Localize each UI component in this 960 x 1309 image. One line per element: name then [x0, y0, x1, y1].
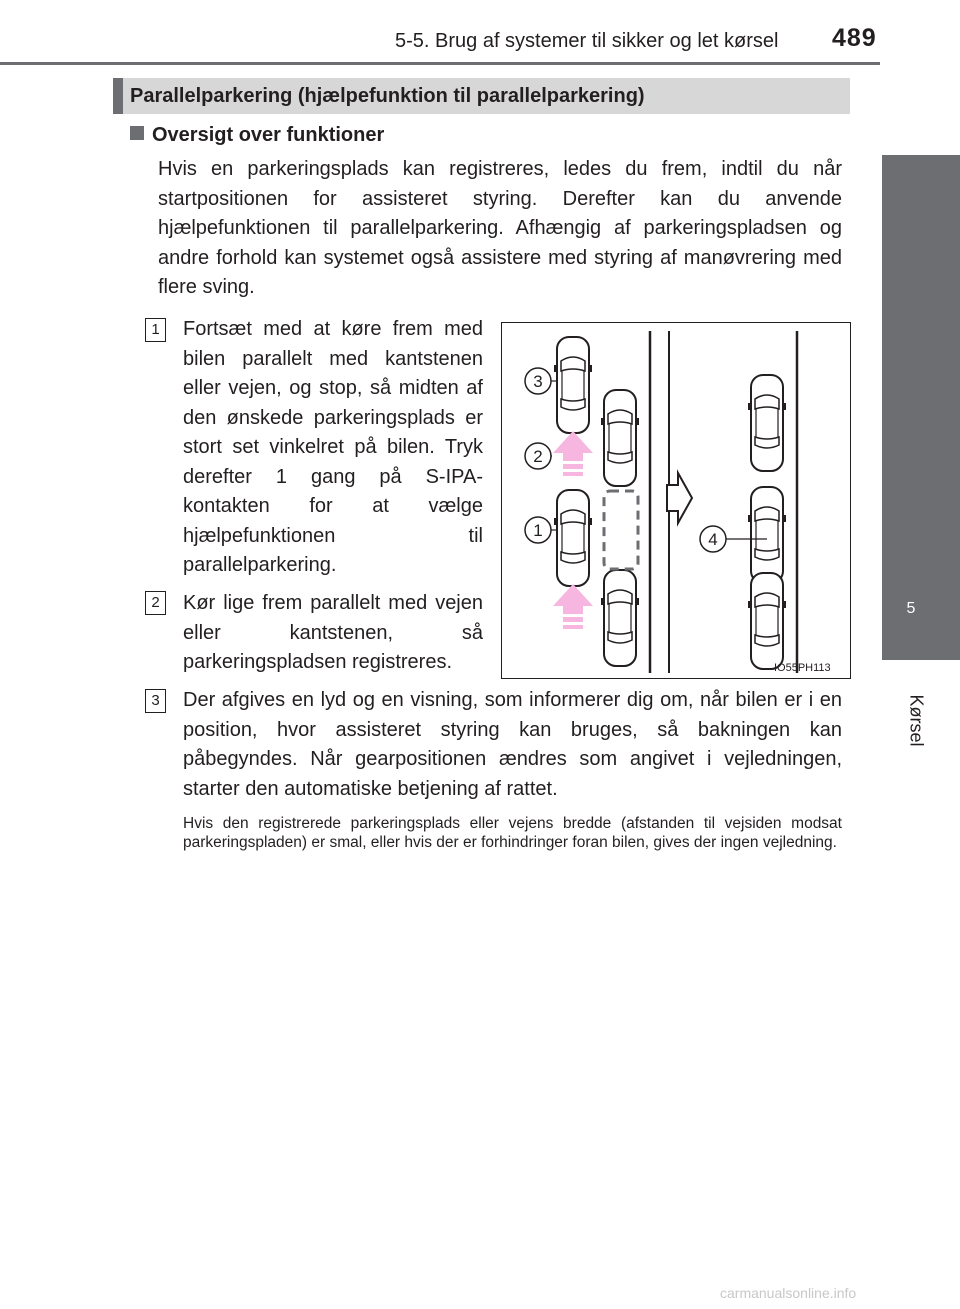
callout-2-label: 2 [533, 447, 543, 466]
forward-arrow-upper [553, 431, 593, 476]
subheading-text: Oversigt over funktioner [152, 124, 385, 146]
step-3-number: 3 [145, 689, 166, 713]
chapter-label-text: Kørsel [906, 694, 927, 747]
parking-diagram-svg [502, 323, 850, 678]
step-2-number: 2 [145, 591, 166, 615]
figure-code: IO55PH113 [774, 662, 831, 674]
parked-car-front [601, 390, 639, 486]
forward-arrow-lower [553, 584, 593, 629]
callout-4-label: 4 [708, 530, 718, 549]
callout-1-label: 1 [533, 521, 543, 540]
moving-car-position-3 [554, 337, 592, 433]
step-2-text: Kør lige frem parallelt med vejen eller kantstenen, så parkeringspladsen registreres. [183, 592, 483, 673]
step-1-number: 1 [145, 318, 166, 342]
callout-1 [525, 517, 557, 543]
right-parked-car-front [748, 375, 786, 471]
transition-arrow [667, 473, 692, 523]
step-1-text: Fortsæt med at køre frem med bilen parallelt med kantstenen eller vejen, og stop, så midten af den ønskede parkeringsplads er stort set vinkelret på bilen. Tryk derefter 1 gang på S-IPA-kontakten for at vælge hjælpefunktionen til parallelparkering. [183, 318, 483, 576]
step-3-text: Der afgives en lyd og en visning, som informerer dig om, når bilen er i en position, hvor assisteret styring kan bruges, så bakningen kan påbegyndes. Når gearpositionen ændres som angivet i vejledningen, starter den automatiske betjening af rattet. [183, 689, 842, 800]
callout-2 [525, 443, 552, 469]
note-text: Hvis den registrerede parkeringsplads eller vejens bredde (afstanden til vejsiden modsat parkeringspladen) er smal, eller hvis der er forhindringer foran bilen, gives der ingen vejledning. [183, 815, 842, 851]
right-parked-car-middle [748, 487, 786, 583]
chapter-label [886, 680, 936, 760]
subheading [130, 124, 384, 147]
right-parked-car-rear [748, 573, 786, 669]
header-divider [0, 62, 880, 65]
section-title: 5-5. Brug af systemer til sikker og let kørsel [395, 30, 779, 52]
callout-3-label: 3 [533, 372, 543, 391]
chapter-number: 5 [906, 600, 916, 617]
square-bullet-icon [130, 126, 144, 140]
moving-car-position-1 [554, 490, 592, 586]
chapter-tab [882, 155, 960, 660]
page-number: 489 [832, 24, 877, 52]
section-heading: Parallelparkering (hjælpefunktion til parallelparkering) [130, 85, 645, 107]
watermark: carmanualsonline.info [720, 1285, 857, 1301]
callout-3 [525, 368, 557, 394]
parked-car-rear [601, 570, 639, 666]
parking-diagram [501, 322, 851, 679]
parking-space-outline [604, 491, 638, 569]
intro-paragraph: Hvis en parkeringsplads kan registreres, ledes du frem, indtil du når startpositionen for assisteret styring. Derefter kan du anvende hjælpefunktionen til parallelparkering. Afhængig af parkeringspladsen og andre forhold kan systemet også assistere med styring af manøvrering med flere sving. [158, 158, 842, 298]
section-heading-accent [113, 78, 123, 114]
